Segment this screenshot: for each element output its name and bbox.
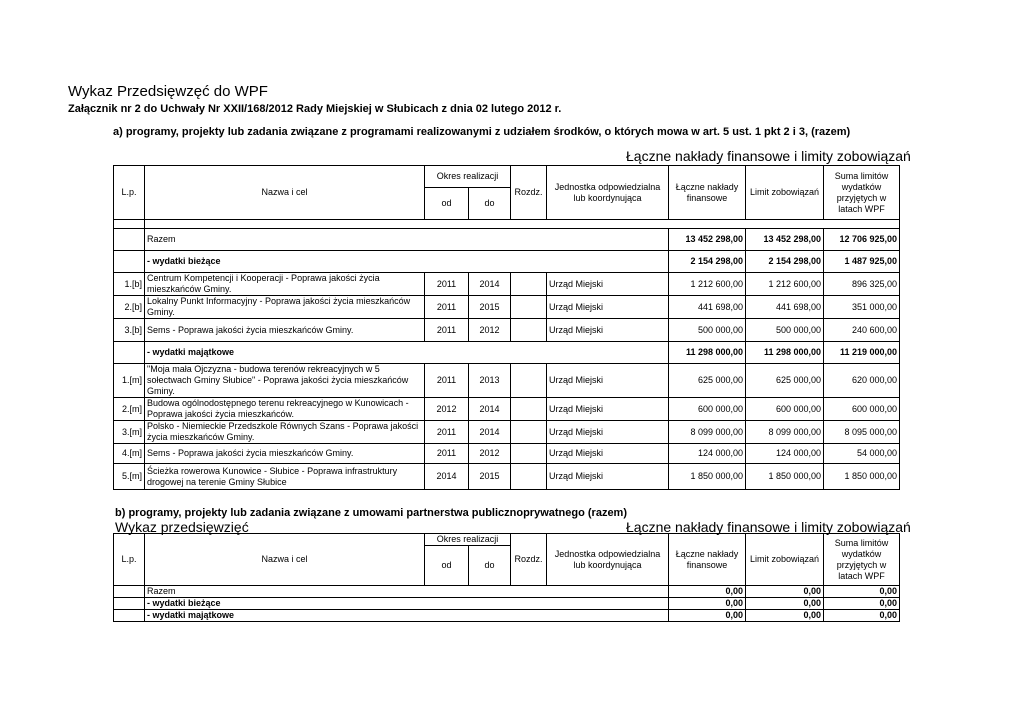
- row-limit: 625 000,00: [746, 364, 824, 398]
- row-suma: 0,00: [824, 610, 900, 622]
- row-suma: 54 000,00: [824, 444, 900, 464]
- section-b-caption: Łączne nakłady finansowe i limity zobowiązań: [626, 519, 911, 535]
- row-naklady: 600 000,00: [669, 398, 746, 421]
- col-od: od: [425, 188, 469, 220]
- row-do: 2014: [469, 398, 511, 421]
- row-lp: 2.[m]: [114, 398, 145, 421]
- row-naklady: 0,00: [669, 586, 746, 598]
- row-od: 2011: [425, 421, 469, 444]
- page-title: Wykaz Przedsięwzęć do WPF: [68, 83, 268, 100]
- row-suma: 896 325,00: [824, 273, 900, 296]
- row-naklady: 124 000,00: [669, 444, 746, 464]
- table-row: [114, 398, 900, 421]
- row-nazwa: Lokalny Punkt Informacyjny - Poprawa jakości życia mieszkańców Gminy.: [145, 296, 425, 319]
- razem-label: Razem: [145, 229, 669, 251]
- row-suma: 8 095 000,00: [824, 421, 900, 444]
- row-do: 2012: [469, 444, 511, 464]
- row-limit: 124 000,00: [746, 444, 824, 464]
- row-rozdz: [511, 421, 547, 444]
- row-do: 2014: [469, 273, 511, 296]
- row-naklady: 441 698,00: [669, 296, 746, 319]
- table-row: [114, 586, 900, 598]
- row-rozdz: [511, 273, 547, 296]
- row-jednostka: Urząd Miejski: [547, 296, 669, 319]
- row-od: 2014: [425, 464, 469, 490]
- row-limit: 600 000,00: [746, 398, 824, 421]
- row-limit: 441 698,00: [746, 296, 824, 319]
- col-limit: Limit zobowiązań: [746, 166, 824, 220]
- row-label: - wydatki bieżące: [145, 598, 669, 610]
- row-nazwa: Polsko - Niemieckie Przedszkole Równych Szans - Poprawa jakości życia mieszkańców Gminy.: [145, 421, 425, 444]
- row-od: 2011: [425, 273, 469, 296]
- table-row-biezace: [114, 251, 900, 273]
- col-od: od: [425, 546, 469, 586]
- row-nazwa: "Moja mała Ojczyzna - budowa terenów rekreacyjnych w 5 sołectwach Gminy Słubice" - Poprawa jakości życia mieszkańców Gminy.: [145, 364, 425, 398]
- col-naklady: Łączne nakłady finansowe: [669, 166, 746, 220]
- col-nazwa: Nazwa i cel: [145, 534, 425, 586]
- row-lp: 2.[b]: [114, 296, 145, 319]
- section-b-heading: b) programy, projekty lub zadania związane z umowami partnerstwa publicznoprywatnego (razem): [115, 507, 627, 519]
- row-naklady: 0,00: [669, 598, 746, 610]
- majatkowe-naklady: 11 298 000,00: [669, 342, 746, 364]
- row-limit: 8 099 000,00: [746, 421, 824, 444]
- row-lp: 3.[b]: [114, 319, 145, 342]
- row-limit: 1 212 600,00: [746, 273, 824, 296]
- row-nazwa: Ścieżka rowerowa Kunowice - Słubice - Poprawa infrastruktury drogowej na terenie Gminy Słubice: [145, 464, 425, 490]
- row-naklady: 1 850 000,00: [669, 464, 746, 490]
- row-naklady: 0,00: [669, 610, 746, 622]
- row-limit: 0,00: [746, 598, 824, 610]
- row-suma: 351 000,00: [824, 296, 900, 319]
- row-nazwa: Sems - Poprawa jakości życia mieszkańców Gminy.: [145, 319, 425, 342]
- row-od: 2011: [425, 319, 469, 342]
- page-subtitle: Załącznik nr 2 do Uchwały Nr XXII/168/2012 Rady Miejskiej w Słubicach z dnia 02 lutego 2012 r.: [68, 103, 562, 115]
- table-row: [114, 444, 900, 464]
- row-suma: 600 000,00: [824, 398, 900, 421]
- row-do: 2012: [469, 319, 511, 342]
- table-section-a: [113, 165, 900, 490]
- razem-suma: 12 706 925,00: [824, 229, 900, 251]
- section-a-heading: a) programy, projekty lub zadania związane z programami realizowanymi z udziałem środków, o których mowa w art. 5 ust. 1 pkt 2 i 3, (razem): [113, 126, 851, 138]
- col-jednostka: Jednostka odpowiedzialna lub koordynująca: [547, 534, 669, 586]
- col-okres: Okres realizacji: [425, 166, 511, 188]
- col-nazwa: Nazwa i cel: [145, 166, 425, 220]
- table-row: [114, 319, 900, 342]
- row-lp: 1.[b]: [114, 273, 145, 296]
- row-jednostka: Urząd Miejski: [547, 444, 669, 464]
- row-lp: 1.[m]: [114, 364, 145, 398]
- col-rozdz: Rozdz.: [511, 166, 547, 220]
- col-limit: Limit zobowiązań: [746, 534, 824, 586]
- row-od: 2011: [425, 296, 469, 319]
- biezace-label: - wydatki bieżące: [145, 251, 669, 273]
- row-lp: 3.[m]: [114, 421, 145, 444]
- row-do: 2013: [469, 364, 511, 398]
- majatkowe-suma: 11 219 000,00: [824, 342, 900, 364]
- row-suma: 240 600,00: [824, 319, 900, 342]
- col-jednostka: Jednostka odpowiedzialna lub koordynująca: [547, 166, 669, 220]
- row-nazwa: Budowa ogólnodostępnego terenu rekreacyjnego w Kunowicach - Poprawa jakości życia mieszkańców.: [145, 398, 425, 421]
- row-jednostka: Urząd Miejski: [547, 319, 669, 342]
- row-od: 2012: [425, 398, 469, 421]
- row-jednostka: Urząd Miejski: [547, 421, 669, 444]
- table-row-majatkowe: [114, 342, 900, 364]
- row-rozdz: [511, 296, 547, 319]
- row-rozdz: [511, 444, 547, 464]
- majatkowe-limit: 11 298 000,00: [746, 342, 824, 364]
- row-suma: 620 000,00: [824, 364, 900, 398]
- row-rozdz: [511, 398, 547, 421]
- row-lp: 4.[m]: [114, 444, 145, 464]
- row-suma: 1 850 000,00: [824, 464, 900, 490]
- row-naklady: 1 212 600,00: [669, 273, 746, 296]
- table-row: [114, 421, 900, 444]
- table-row: [114, 296, 900, 319]
- table-section-b: [113, 533, 900, 622]
- col-do: do: [469, 546, 511, 586]
- row-rozdz: [511, 319, 547, 342]
- col-lp: L.p.: [114, 166, 145, 220]
- row-suma: 0,00: [824, 598, 900, 610]
- row-do: 2015: [469, 464, 511, 490]
- row-suma: 0,00: [824, 586, 900, 598]
- row-nazwa: Centrum Kompetencji i Kooperacji - Poprawa jakości życia mieszkańców Gminy.: [145, 273, 425, 296]
- row-limit: 500 000,00: [746, 319, 824, 342]
- section-b-wykaz: Wykaz przedsięwzięć: [115, 519, 249, 535]
- razem-limit: 13 452 298,00: [746, 229, 824, 251]
- row-od: 2011: [425, 444, 469, 464]
- row-naklady: 8 099 000,00: [669, 421, 746, 444]
- row-limit: 1 850 000,00: [746, 464, 824, 490]
- row-limit: 0,00: [746, 610, 824, 622]
- table-row: [114, 598, 900, 610]
- row-od: 2011: [425, 364, 469, 398]
- table-row-razem: [114, 229, 900, 251]
- col-naklady: Łączne nakłady finansowe: [669, 534, 746, 586]
- row-nazwa: Sems - Poprawa jakości życia mieszkańców Gminy.: [145, 444, 425, 464]
- row-jednostka: Urząd Miejski: [547, 273, 669, 296]
- row-jednostka: Urząd Miejski: [547, 464, 669, 490]
- row-lp: 5.[m]: [114, 464, 145, 490]
- table-row: [114, 273, 900, 296]
- row-rozdz: [511, 364, 547, 398]
- row-do: 2014: [469, 421, 511, 444]
- col-suma: Suma limitów wydatków przyjętych w latach WPF: [824, 166, 900, 220]
- col-suma: Suma limitów wydatków przyjętych w latach WPF: [824, 534, 900, 586]
- row-limit: 0,00: [746, 586, 824, 598]
- biezace-naklady: 2 154 298,00: [669, 251, 746, 273]
- majatkowe-label: - wydatki majątkowe: [145, 342, 669, 364]
- col-rozdz: Rozdz.: [511, 534, 547, 586]
- row-do: 2015: [469, 296, 511, 319]
- biezace-suma: 1 487 925,00: [824, 251, 900, 273]
- row-rozdz: [511, 464, 547, 490]
- col-do: do: [469, 188, 511, 220]
- row-naklady: 500 000,00: [669, 319, 746, 342]
- col-lp: L.p.: [114, 534, 145, 586]
- razem-naklady: 13 452 298,00: [669, 229, 746, 251]
- table-row: [114, 610, 900, 622]
- row-label: Razem: [145, 586, 669, 598]
- row-jednostka: Urząd Miejski: [547, 364, 669, 398]
- row-label: - wydatki majątkowe: [145, 610, 669, 622]
- table-row: [114, 364, 900, 398]
- row-naklady: 625 000,00: [669, 364, 746, 398]
- table-row: [114, 464, 900, 490]
- section-a-caption: Łączne nakłady finansowe i limity zobowiązań: [626, 148, 911, 164]
- biezace-limit: 2 154 298,00: [746, 251, 824, 273]
- row-jednostka: Urząd Miejski: [547, 398, 669, 421]
- col-okres: Okres realizacji: [425, 534, 511, 546]
